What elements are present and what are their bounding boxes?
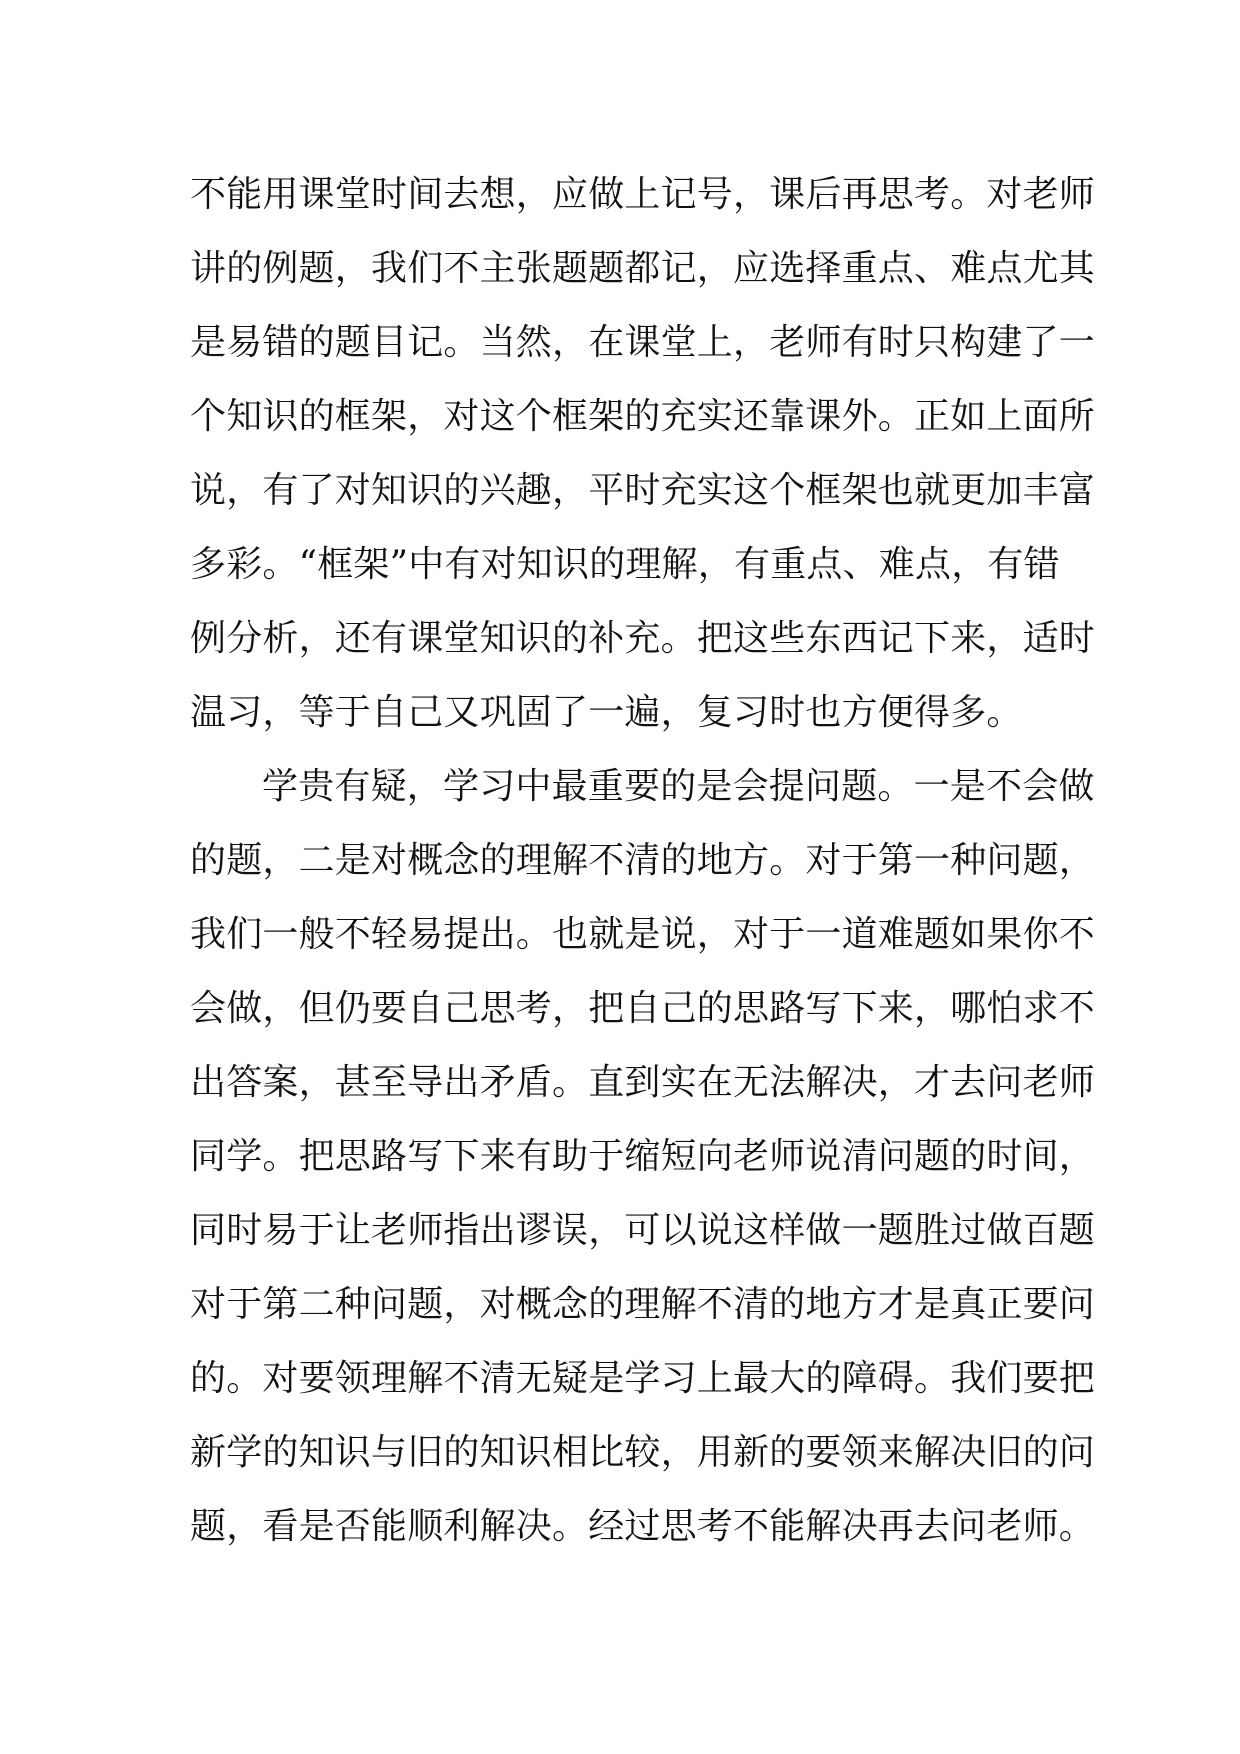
text-line: 说，有了对知识的兴趣，平时充实这个框架也就更加丰富 [190,470,1096,511]
paragraph-start-line: 学贵有疑，学习中最重要的是会提问题。一是不会做 [262,766,1095,807]
text-line: 的题，二是对概念的理解不清的地方。对于第一种问题， [190,840,1096,881]
text-line: 我们一般不轻易提出。也就是说，对于一道难题如果你不 [190,914,1096,955]
text-line: 同时易于让老师指出谬误，可以说这样做一题胜过做百题 [190,1210,1096,1251]
text-line: 温习，等于自己又巩固了一遍，复习时也方便得多。 [190,692,1023,733]
text-line: 对于第二种问题，对概念的理解不清的地方才是真正要问 [190,1284,1096,1325]
text-line: 新学的知识与旧的知识相比较，用新的要领来解决旧的问 [190,1432,1096,1473]
body-text [190,158,1096,1564]
text-line: 个知识的框架，对这个框架的充实还靠课外。正如上面所 [190,396,1096,437]
text-line: 题，看是否能顺利解决。经过思考不能解决再去问老师。 [190,1506,1096,1547]
text-line: 同学。把思路写下来有助于缩短向老师说清问题的时间， [190,1136,1096,1177]
text-line: 不能用课堂时间去想，应做上记号，课后再思考。对老师 [190,174,1096,215]
text-line: 出答案，甚至导出矛盾。直到实在无法解决，才去问老师 [190,1062,1096,1103]
text-line: 是易错的题目记。当然，在课堂上，老师有时只构建了一 [190,322,1096,363]
text-line: 会做，但仍要自己思考，把自己的思路写下来，哪怕求不 [190,988,1096,1029]
text-line: 讲的例题，我们不主张题题都记，应选择重点、难点尤其 [190,248,1096,289]
text-line: 的。对要领理解不清无疑是学习上最大的障碍。我们要把 [190,1358,1096,1399]
text-line: 多彩。“框架”中有对知识的理解，有重点、难点，有错 [190,544,1060,585]
text-line: 例分析，还有课堂知识的补充。把这些东西记下来，适时 [190,618,1096,659]
